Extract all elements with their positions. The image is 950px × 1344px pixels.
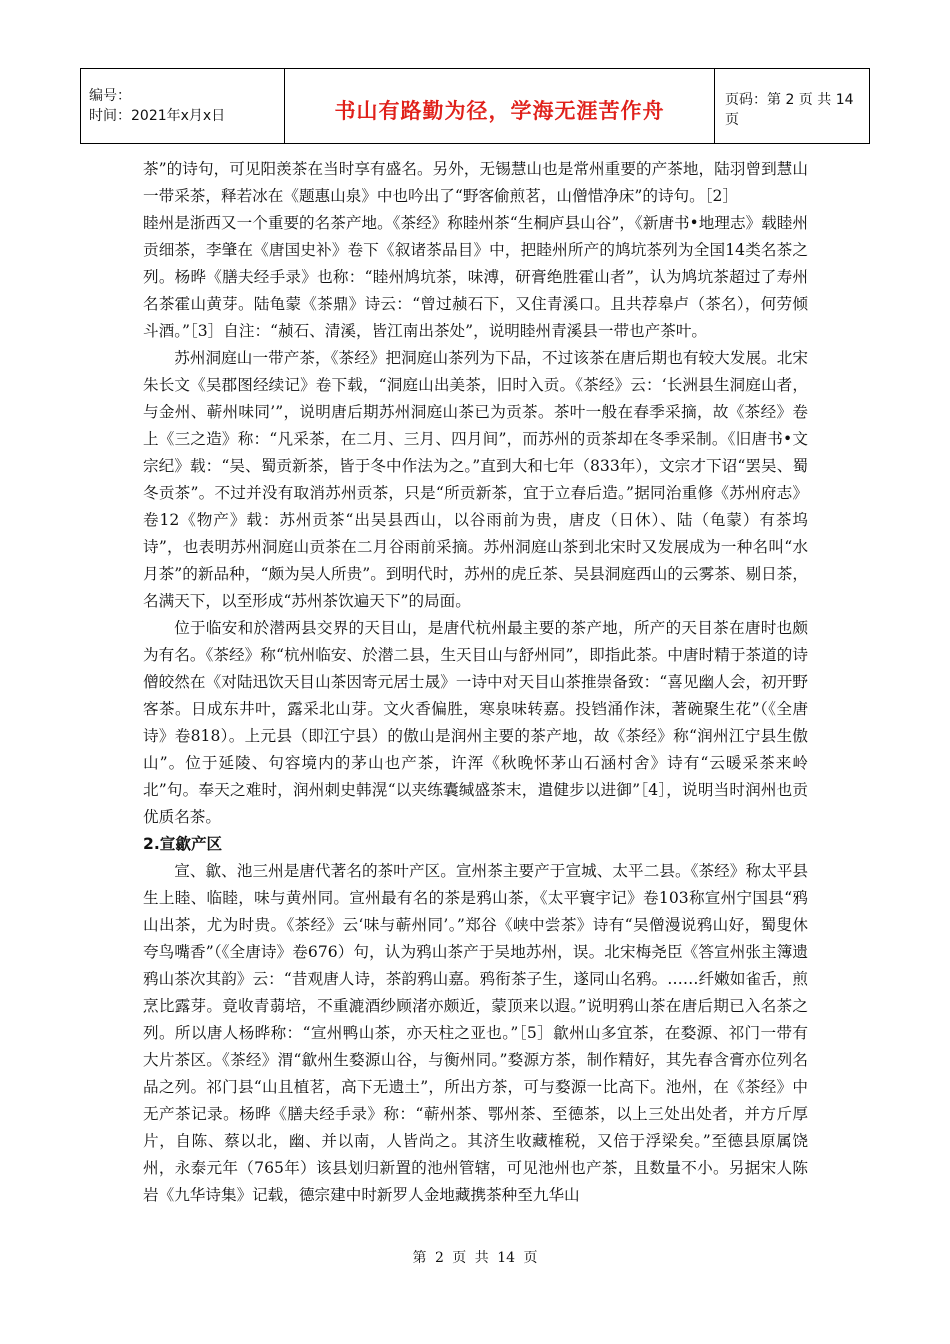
paragraph: 睦州是浙西又一个重要的名茶产地。《茶经》称睦州茶“生桐庐县山谷”，《新唐书•地理志》载睦州贡细茶，李肇在《唐国史补》卷下《叙诸茶品目》中，把睦州所产的鸠坑茶列为全国14类名茶之列。杨晔《膳夫经手录》也称：“睦州鸠坑茶，味溥，研膏绝胜霍山者”，认为鸠坑茶超过了寿州名茶霍山黄芽。陆龟蒙《茶鼎》诗云：“曾过赪石下，又住青溪口。且共荐皋卢（茶名），何劳倾斗酒。”［3］自注：“赪石、清溪，皆江南出茶处”，说明睦州青溪县一带也产茶叶。 <box>143 214 808 340</box>
document-body <box>143 156 808 1209</box>
page-header <box>80 68 870 144</box>
paragraph: 苏州洞庭山一带产茶，《茶经》把洞庭山茶列为下品，不过该茶在唐后期也有较大发展。北宋朱长文《吴郡图经续记》卷下载，“洞庭山出美茶，旧时入贡。《茶经》云：‘长洲县生洞庭山者，与金州、蕲州味同’”，说明唐后期苏州洞庭山茶已为贡茶。茶叶一般在春季采摘，故《茶经》卷上《三之造》称：“凡采茶，在二月、三月、四月间”，而苏州的贡茶却在冬季采制。《旧唐书•文宗纪》载：“吴、蜀贡新茶，皆于冬中作法为之。”直到大和七年（833年），文宗才下诏“罢吴、蜀冬贡茶”。不过并没有取消苏州贡茶，只是“所贡新茶，宜于立春后造。”据同治重修《苏州府志》卷12《物产》载：苏州贡茶“出吴县西山，以谷雨前为贵，唐皮（日休）、陆（龟蒙）有茶坞诗”，也表明苏州洞庭山贡茶在二月谷雨前采摘。苏州洞庭山茶到北宋时又发展成为一种名叫“水月茶”的新品种，“颇为吴人所贵”。到明代时，苏州的虎丘茶、吴县洞庭西山的云雾茶、剔日茶，名满天下，以至形成“苏州茶饮遍天下”的局面。 <box>143 349 808 610</box>
section-heading: 2.宣歙产区 <box>143 835 223 853</box>
header-motto: 书山有路勤为径，学海无涯苦作舟 <box>334 99 665 123</box>
paragraph: 茶”的诗句，可见阳羡茶在当时享有盛名。另外，无锡慧山也是常州重要的产茶地，陆羽曾到慧山一带采茶，释若冰在《题惠山泉》中也吟出了“野客偷煎茗，山僧惜净床”的诗句。［2］ <box>143 160 808 205</box>
header-page-cell <box>715 69 869 143</box>
doc-number-label: 编号： <box>89 88 131 104</box>
page-footer: 第 2 页 共 14 页 <box>412 1250 538 1266</box>
header-motto-cell <box>285 69 715 143</box>
paragraph: 位于临安和於潜两县交界的天目山，是唐代杭州最主要的茶产地，所产的天目茶在唐时也颇为有名。《茶经》称“杭州临安、於潜二县，生天目山与舒州同”，即指此茶。中唐时精于茶道的诗僧皎然在《对陆迅饮天目山茶因寄元居士晟》一诗中对天目山茶推崇备致：“喜见幽人会，初开野客茶。日成东井叶，露采北山芽。文火香偏胜，寒泉味转嘉。投铛涌作沫，著碗聚生花”（《全唐诗》卷818）。上元县（即江宁县）的傲山是润州主要的茶产地，故《茶经》称“润州江宁县生傲山”。位于延陵、句容境内的茅山也产茶，许浑《秋晚怀茅山石涵村舍》诗有“云暖采茶来岭北”句。奉天之难时，润州刺史韩滉“以夹练囊缄盛茶末，遣健步以进御”［4］，说明当时润州也贡优质名茶。 <box>143 619 808 826</box>
header-page-number: 页码：第 2 页 共 14 页 <box>725 92 854 128</box>
paragraph: 宣、歙、池三州是唐代著名的茶叶产区。宣州茶主要产于宣城、太平二县。《茶经》称太平县生上睦、临睦，味与黄州同。宣州最有名的茶是鸦山茶，《太平寰宇记》卷103称宣州宁国县“鸦山出茶，尤为时贵。《茶经》云‘味与蕲州同’。”郑谷《峡中尝茶》诗有“吴僧漫说鸦山好，蜀叟休夸鸟嘴香”（《全唐诗》卷676）句，认为鸦山茶产于吴地苏州，误。北宋梅尧臣《答宣州张主簿遗鸦山茶次其韵》云：“昔观唐人诗，茶韵鸦山嘉。鸦衔茶子生，遂同山名鸦。……纤嫩如雀舌，煎烹比露芽。竟收青蒻培，不重漉酒纱顾渚亦颇近，蒙顶来以遐。”说明鸦山茶在唐后期已入名茶之列。所以唐人杨晔称：“宣州鸭山茶，亦天柱之亚也。”［5］歙州山多宜茶，在婺源、祁门一带有大片茶区。《茶经》渭“歙州生婺源山谷，与衡州同。”婺源方茶，制作精好，其先春含膏亦位列名品之列。祁门县“山且植茗，高下无遗土”，所出方茶，可与婺源一比高下。池州，在《茶经》中无产茶记录。杨晔《膳夫经手录》称：“蕲州茶、鄂州茶、至德茶，以上三处出处者，并方斤厚片，自陈、蔡以北，幽、并以南，人皆尚之。其济生收藏榷税，又倍于浮梁矣。”至德县原属饶州，永泰元年（765年）该县划归新置的池州管辖，可见池州也产茶，且数量不小。另据宋人陈岩《九华诗集》记载，德宗建中时新罗人金地藏携茶种至九华山 <box>143 862 808 1204</box>
time-label: 时间：2021年x月x日 <box>89 108 226 124</box>
header-meta <box>81 69 285 143</box>
